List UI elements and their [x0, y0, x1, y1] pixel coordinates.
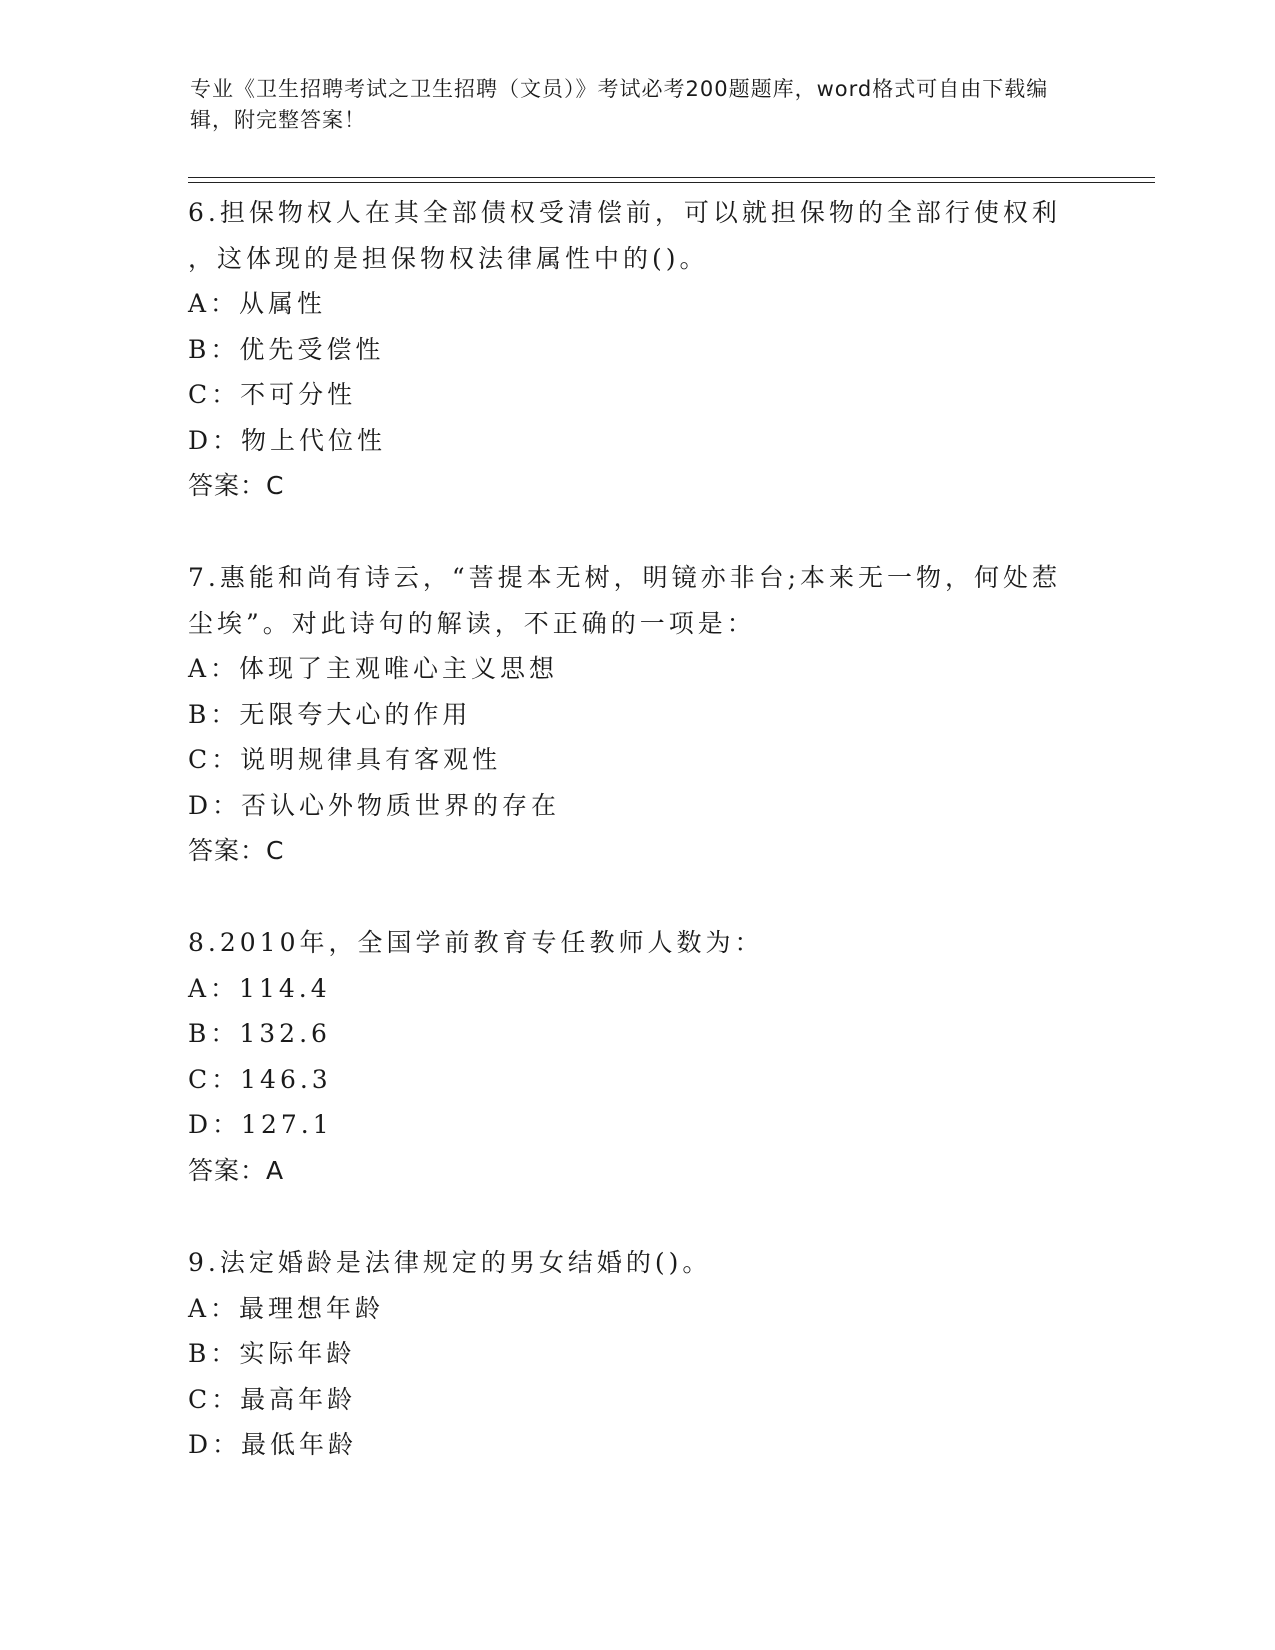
option-d: D：最低年龄: [188, 1430, 358, 1459]
option-d: D：物上代位性: [188, 425, 387, 455]
question-7: [188, 555, 1088, 874]
question-6: [188, 190, 1088, 509]
question-stem: ，这体现的是担保物权法律属性中的()。: [188, 243, 709, 273]
option-a: A：体现了主观唯心主义思想: [188, 654, 559, 683]
option-d: D：127.1: [188, 1110, 333, 1139]
document-intro: 专业《卫生招聘考试之卫生招聘（文员）》考试必考200题题库，word格式可自由下载编辑，附完整答案！: [190, 77, 1049, 132]
option-a: A：从属性: [188, 289, 327, 318]
option-b: B：无限夸大心的作用: [188, 699, 472, 729]
question-stem: 尘埃”。对此诗句的解读，不正确的一项是：: [188, 608, 756, 638]
option-c: C：说明规律具有客观性: [188, 745, 502, 774]
option-a: A：最理想年龄: [188, 1293, 385, 1323]
question-9: [188, 1240, 1088, 1468]
question-8: [188, 920, 1088, 1193]
option-a: A：114.4: [188, 973, 331, 1003]
answer-key: 答案：A: [188, 1155, 285, 1185]
option-d: D：否认心外物质世界的存在: [188, 790, 561, 820]
option-c: C：不可分性: [188, 380, 357, 409]
divider-line: [188, 182, 1155, 183]
question-stem: 6.担保物权人在其全部债权受清偿前，可以就担保物的全部行使权利: [188, 198, 1061, 227]
option-c: C：最高年龄: [188, 1384, 357, 1414]
option-b: B：优先受偿性: [188, 334, 385, 364]
question-stem: 7.惠能和尚有诗云，“菩提本无树，明镜亦非台;本来无一物，何处惹: [188, 563, 1062, 592]
question-stem: 9.法定婚龄是法律规定的男女结婚的()。: [188, 1248, 712, 1277]
answer-key: 答案：C: [188, 836, 285, 865]
answer-key: 答案：C: [188, 471, 285, 500]
question-stem: 8.2010年，全国学前教育专任教师人数为：: [188, 928, 764, 957]
option-b: B：132.6: [188, 1019, 331, 1048]
option-b: B：实际年龄: [188, 1339, 356, 1368]
option-c: C：146.3: [188, 1064, 332, 1094]
divider-line: [188, 177, 1155, 178]
